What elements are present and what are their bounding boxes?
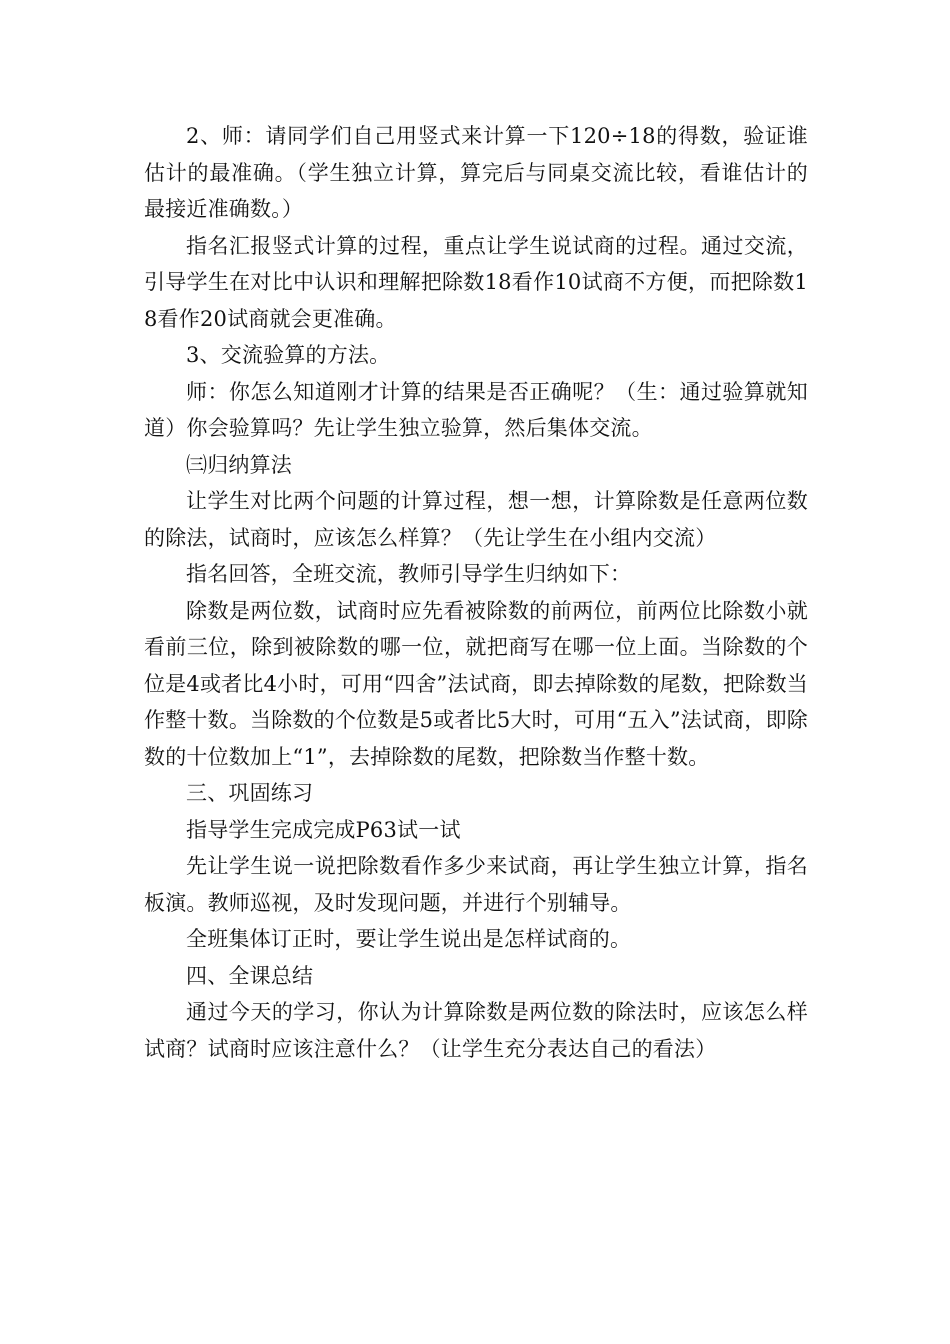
paragraph-heading-check-method: 3、交流验算的方法。 <box>186 343 391 367</box>
paragraph-verify-estimate: 2、师：请同学们自己用竖式来计算一下120÷18的得数，验证谁估计的最准确。（学生独立计算，算完后与同桌交流比较，看谁估计的最接近准确数。） <box>144 124 808 221</box>
paragraph-report-process: 指名汇报竖式计算的过程，重点让学生说试商的过程。通过交流，引导学生在对比中认识和理解把除数18看作10试商不方便，而把除数18看作20试商就会更准确。 <box>144 233 808 331</box>
paragraph-compare-problems: 让学生对比两个问题的计算过程，想一想，计算除数是任意两位数的除法，试商时，应该怎么样算？（先让学生在小组内交流） <box>144 489 808 550</box>
document-body <box>144 118 808 1067</box>
paragraph-board-demo: 先让学生说一说把除数看作多少来试商，再让学生独立计算，指名板演。教师巡视，及时发现问题，并进行个别辅导。 <box>144 854 808 915</box>
paragraph-heading-lesson-summary: 四、全课总结 <box>186 963 314 988</box>
paragraph-rule-summary: 除数是两位数，试商时应先看被除数的前两位，前两位比除数小就看前三位，除到被除数的哪一位，就把商写在哪一位上面。当除数的个位是4或者比4小时，可用“四舍”法试商，即去掉除数的尾数，把除数当作整十数。当除数的个位数是5或者比5大时，可用“五入”法试商，即除数的十位数加上“1”，去掉除数的尾数，把除数当作整十数。 <box>144 598 808 769</box>
paragraph-how-to-check: 师：你怎么知道刚才计算的结果是否正确呢？（生：通过验算就知道）你会验算吗？先让学生独立验算，然后集体交流。 <box>144 379 808 440</box>
paragraph-guide-p63: 指导学生完成完成P63试一试 <box>186 817 461 842</box>
paragraph-closing-question: 通过今天的学习，你认为计算除数是两位数的除法时，应该怎么样试商？试商时应该注意什么？（让学生充分表达自己的看法） <box>144 1000 808 1061</box>
paragraph-heading-summarize-algorithm: ㈢归纳算法 <box>186 452 292 477</box>
paragraph-class-correction: 全班集体订正时，要让学生说出是怎样试商的。 <box>186 927 632 951</box>
paragraph-class-answer: 指名回答，全班交流，教师引导学生归纳如下： <box>186 562 632 586</box>
paragraph-heading-practice: 三、巩固练习 <box>186 781 314 805</box>
